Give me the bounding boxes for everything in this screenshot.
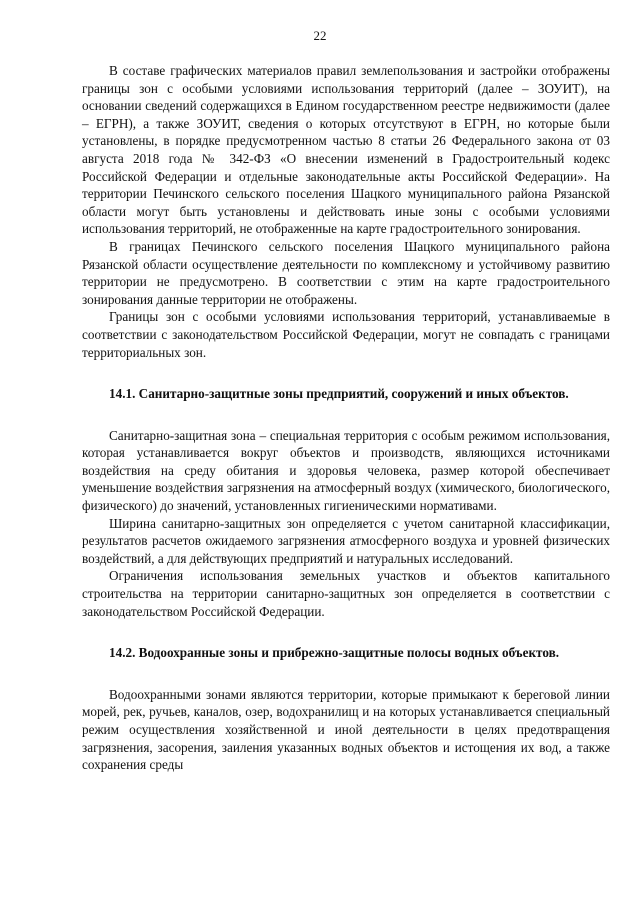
intro-paragraph-3: Границы зон с особыми условиями использования территорий, устанавливаемые в соответствии с законодательством Российской Федерации, могут не совпадать с границами территориальных зон. <box>82 309 610 360</box>
section-14-1-paragraph-1: Санитарно-защитная зона – специальная территория с особым режимом использования, которая устанавливается вокруг объектов и производств, являющихся источниками воздействия на среду обитания и здоровья человека, размер которой обеспечивает уменьшение воздействия загрязнения на атмосферный воздух (химического, биологического, физического) до значений, установленных гигиеническими нормативами. <box>82 427 610 514</box>
intro-paragraph-1: В составе графических материалов правил землепользования и застройки отображены границы зон с особыми условиями использования территорий (далее – ЗОУИТ), на основании сведений содержащихся в Едином государственном реестре недвижимости (далее – ЕГРН), а также ЗОУИТ, сведения о которых отсутствуют в ЕГРН, но которые были установлены, в порядке предусмотренном частью 8 статьи 26 Федерального закона от 03 августа 2018 года № 342-ФЗ «О внесении изменений в Градостроительный кодекс Российской Федерации и отдельные законодательные акты Российской Федерации». На территории Печинского сельского поселения Шацкого муниципального района Рязанской области могут быть установлены и действовать иные зоны с особыми условиями использования территорий, не отображенные на карте градостроительного зонирования. <box>82 63 610 237</box>
section-14-1-paragraph-2: Ширина санитарно-защитных зон определяется с учетом санитарной классификации, результатов расчетов ожидаемого загрязнения атмосферного воздуха и уровней физических воздействий, а для действующих предприятий и натуральных исследований. <box>82 515 610 566</box>
section-14-1-heading: 14.1. Санитарно-защитные зоны предприятий, сооружений и иных объектов. <box>109 386 569 402</box>
document-body <box>82 62 610 774</box>
page-number: 22 <box>313 28 327 43</box>
section-14-2-heading: 14.2. Водоохранные зоны и прибрежно-защитные полосы водных объектов. <box>109 645 560 661</box>
section-14-2-paragraph-1: Водоохранными зонами являются территории, которые примыкают к береговой линии морей, рек, ручьев, каналов, озер, водохранилищ и на которых устанавливается специальный режим осуществления хозяйственной и иной деятельности в целях предотвращения загрязнения, засорения, заиления указанных водных объектов и истощения их вод, а также сохранения среды <box>82 686 610 773</box>
intro-paragraph-2: В границах Печинского сельского поселения Шацкого муниципального района Рязанской области осуществление деятельности по комплексному и устойчивому развитию территории не предусмотрено. В соответствии с этим на карте градостроительного зонирования данные территории не отображены. <box>82 238 610 307</box>
section-14-1-paragraph-3: Ограничения использования земельных участков и объектов капитального строительства на территории санитарно-защитных зон определяется в соответствии с законодательством Российской Федерации. <box>82 568 610 619</box>
